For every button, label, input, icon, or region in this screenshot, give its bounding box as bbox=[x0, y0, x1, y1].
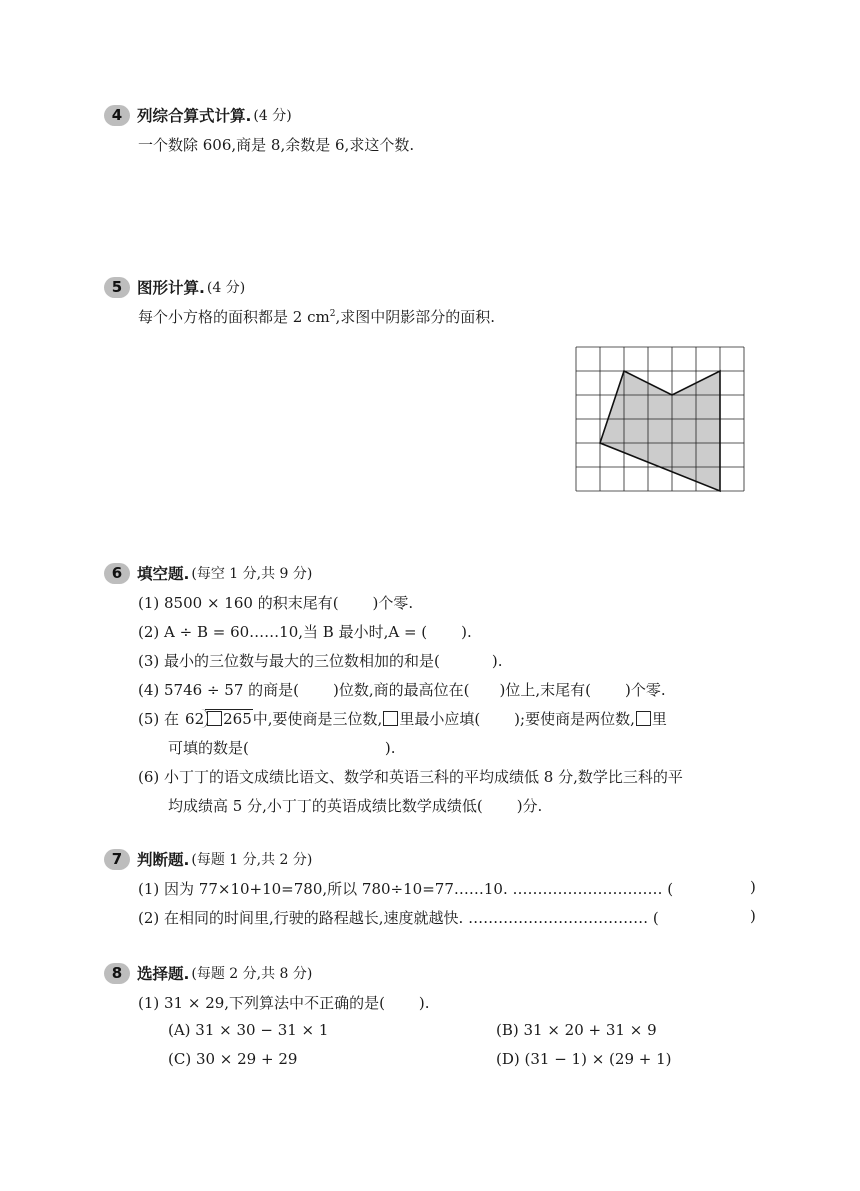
section-title: 判断题. bbox=[137, 851, 190, 869]
section-5-header bbox=[104, 276, 245, 298]
judge-q1: (1) 因为 77×10+10=780,所以 780÷10=77……10. ………………………… ( bbox=[138, 880, 674, 898]
question-text: ). bbox=[418, 994, 430, 1012]
question-text: );要使商是两位数, bbox=[514, 710, 635, 728]
fill-blank-q6 bbox=[138, 766, 683, 787]
section-4-question: 一个数除 606,商是 8,余数是 6,求这个数. bbox=[138, 136, 415, 154]
section-title: 填空题. bbox=[137, 565, 190, 583]
judge-answer-close[interactable]: ) bbox=[750, 878, 756, 896]
question-text: )位上,末尾有( bbox=[499, 681, 591, 699]
judge-answer-close[interactable]: ) bbox=[750, 907, 756, 925]
section-4-header bbox=[104, 104, 292, 126]
question-text: 可填的数是( bbox=[168, 739, 249, 757]
choice-option-b[interactable]: (B) 31 × 20 + 31 × 9 bbox=[496, 1021, 657, 1039]
question-text: 中,要使商是三位数, bbox=[252, 710, 383, 728]
section-score-note: (每题 2 分,共 8 分) bbox=[191, 966, 313, 982]
section-5-question bbox=[138, 306, 495, 327]
choice-q1 bbox=[138, 992, 430, 1013]
box-blank bbox=[207, 711, 222, 726]
section-title: 列综合算式计算. bbox=[137, 107, 252, 125]
section-score-note: (4 分) bbox=[206, 280, 246, 296]
long-division-symbol bbox=[185, 710, 253, 728]
section-number-badge: 6 bbox=[104, 563, 130, 584]
question-text: (1) 8500 × 160 的积末尾有( bbox=[138, 594, 339, 612]
question-text: ). bbox=[384, 739, 396, 757]
question-text: (3) 最小的三位数与最大的三位数相加的和是( bbox=[138, 652, 440, 670]
question-text: 每个小方格的面积都是 2 cm bbox=[138, 308, 330, 326]
section-6-header bbox=[104, 562, 312, 584]
question-text: (4) 5746 ÷ 57 的商是( bbox=[138, 681, 300, 699]
section-score-note: (每空 1 分,共 9 分) bbox=[191, 566, 313, 582]
fill-blank-q4 bbox=[138, 679, 666, 700]
section-7-header bbox=[104, 848, 312, 870]
divisor: 62 bbox=[185, 710, 205, 728]
superscript: 2 bbox=[329, 309, 336, 319]
judge-q2: (2) 在相同的时间里,行驶的路程越长,速度就越快. ……………………………… ( bbox=[138, 909, 659, 927]
question-text: (6) 小丁丁的语文成绩比语文、数学和英语三科的平均成绩低 8 分,数学比三科的平 bbox=[138, 768, 683, 786]
grid-figure bbox=[575, 346, 745, 494]
section-title: 选择题. bbox=[137, 965, 190, 983]
fill-blank-q5-continued bbox=[168, 737, 395, 758]
section-number-badge: 8 bbox=[104, 963, 130, 984]
question-text: )个零. bbox=[372, 594, 414, 612]
section-score-note: (每题 1 分,共 2 分) bbox=[191, 852, 313, 868]
section-number-badge: 4 bbox=[104, 105, 130, 126]
section-title: 图形计算. bbox=[137, 279, 205, 297]
question-text: (2) A ÷ B = 60……10,当 B 最小时,A = ( bbox=[138, 623, 428, 641]
grid-figure-svg bbox=[575, 346, 745, 494]
section-number-badge: 5 bbox=[104, 277, 130, 298]
section-number-badge: 7 bbox=[104, 849, 130, 870]
fill-blank-q5 bbox=[138, 708, 667, 729]
box-blank bbox=[636, 711, 651, 726]
section-8-header bbox=[104, 962, 312, 984]
fill-blank-q3 bbox=[138, 650, 503, 671]
question-text: 里最小应填( bbox=[399, 710, 481, 728]
dividend-digits: 265 bbox=[223, 710, 252, 728]
question-text: )分. bbox=[516, 797, 543, 815]
question-text: ). bbox=[491, 652, 503, 670]
question-text: ,求图中阴影部分的面积. bbox=[335, 308, 495, 326]
question-text: (5) 在 bbox=[138, 710, 180, 728]
fill-blank-q1 bbox=[138, 592, 413, 613]
choice-option-c[interactable]: (C) 30 × 29 + 29 bbox=[168, 1050, 298, 1068]
question-text: )位数,商的最高位在( bbox=[333, 681, 470, 699]
question-text: ). bbox=[461, 623, 472, 641]
choice-option-d[interactable]: (D) (31 − 1) × (29 + 1) bbox=[496, 1050, 672, 1068]
choice-option-a[interactable]: (A) 31 × 30 − 31 × 1 bbox=[168, 1021, 329, 1039]
section-score-note: (4 分) bbox=[253, 108, 292, 124]
question-text: 均成绩高 5 分,小丁丁的英语成绩比数学成绩低( bbox=[168, 797, 483, 815]
question-text: (1) 31 × 29,下列算法中不正确的是( bbox=[138, 994, 385, 1012]
fill-blank-q2 bbox=[138, 621, 472, 642]
question-text: )个零. bbox=[624, 681, 666, 699]
box-blank bbox=[383, 711, 398, 726]
question-text: 里 bbox=[651, 710, 667, 728]
dividend bbox=[205, 709, 253, 728]
fill-blank-q6-continued bbox=[168, 795, 542, 816]
